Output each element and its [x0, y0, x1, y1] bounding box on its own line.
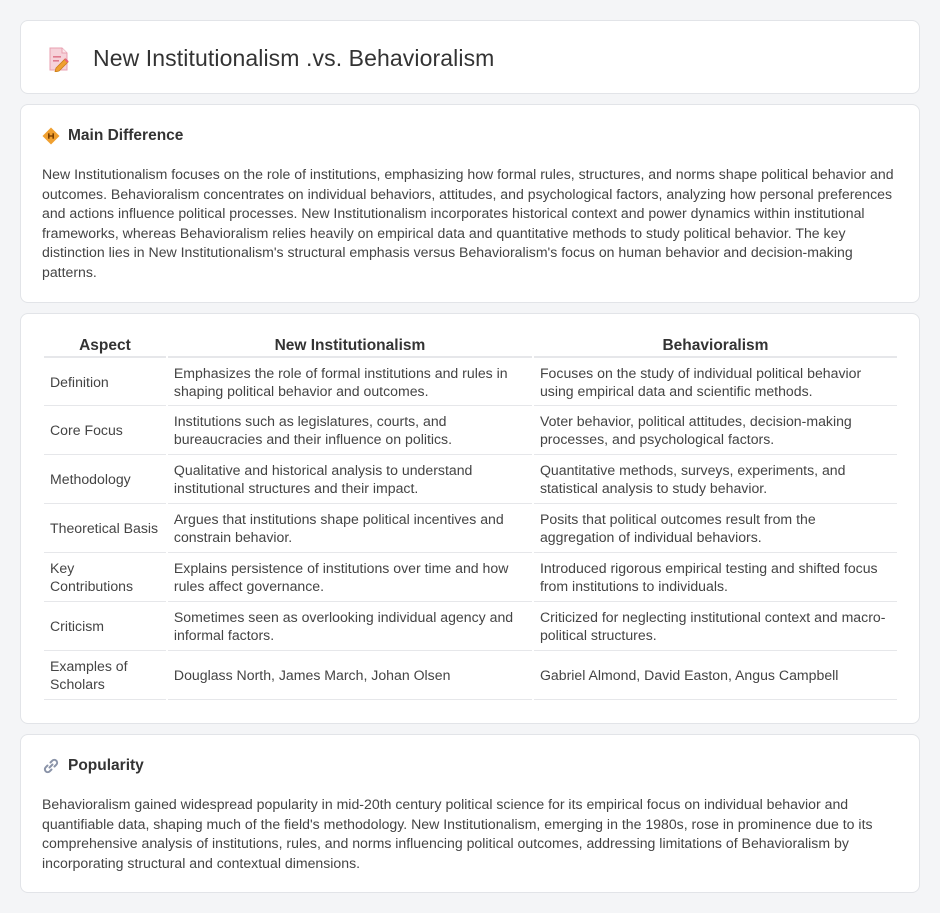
popularity-header — [42, 757, 144, 775]
table-row — [44, 406, 897, 455]
row-behavioralism: Quantitative methods, surveys, experiments, and statistical analysis to study behavior. — [534, 455, 897, 504]
document-pencil-icon — [47, 46, 71, 72]
table-row — [44, 358, 897, 406]
popularity-card — [20, 734, 920, 893]
row-aspect: Criticism — [44, 602, 166, 651]
table-row — [44, 602, 897, 651]
popularity-title: Popularity — [68, 757, 144, 774]
row-new-institutionalism: Qualitative and historical analysis to understand institutional structures and their impact. — [168, 455, 532, 504]
row-aspect: Definition — [44, 358, 166, 406]
title-row — [47, 45, 494, 72]
row-behavioralism: Posits that political outcomes result from the aggregation of individual behaviors. — [534, 504, 897, 553]
header-aspect: Aspect — [44, 336, 166, 358]
row-aspect: Key Contributions — [44, 553, 166, 602]
table-row — [44, 504, 897, 553]
header-card — [20, 20, 920, 94]
comparison-table — [42, 336, 899, 700]
row-behavioralism: Introduced rigorous empirical testing and shifted focus from institutions to individuals. — [534, 553, 897, 602]
row-new-institutionalism: Argues that institutions shape political incentives and constrain behavior. — [168, 504, 532, 553]
page-title: New Institutionalism .vs. Behavioralism — [93, 45, 495, 71]
row-behavioralism: Criticized for neglecting institutional context and macro-political structures. — [534, 602, 897, 651]
comparison-card — [20, 313, 920, 724]
header-behavioralism: Behavioralism — [534, 336, 897, 358]
table-row — [44, 455, 897, 504]
diamond-diff-icon — [42, 127, 60, 145]
main-difference-card — [20, 104, 920, 303]
row-new-institutionalism: Explains persistence of institutions over time and how rules affect governance. — [168, 553, 532, 602]
row-new-institutionalism: Institutions such as legislatures, courts, and bureaucracies and their influence on politics. — [168, 406, 532, 455]
main-difference-header — [42, 127, 183, 145]
row-aspect: Examples of Scholars — [44, 651, 166, 700]
row-behavioralism: Voter behavior, political attitudes, decision-making processes, and psychological factors. — [534, 406, 897, 455]
main-difference-title: Main Difference — [68, 127, 184, 144]
row-aspect: Core Focus — [44, 406, 166, 455]
row-aspect: Theoretical Basis — [44, 504, 166, 553]
popularity-text: Behavioralism gained widespread popularity in mid-20th century political science for its empirical focus on individual behavior and quantifiable data, shaping much of the field's methodology. New Institutionalism, emerging in the 1980s, rose in prominence due to its comprehensive analysis of institutions, rules, and norms influencing political outcomes, addressing limitations of Behavioralism by incorporating structural and contextual dimensions. — [42, 796, 873, 871]
row-aspect: Methodology — [44, 455, 166, 504]
row-new-institutionalism: Emphasizes the role of formal institutions and rules in shaping political behavior and outcomes. — [168, 358, 532, 406]
row-behavioralism: Focuses on the study of individual political behavior using empirical data and scientific methods. — [534, 358, 897, 406]
table-row — [44, 651, 897, 700]
row-new-institutionalism: Sometimes seen as overlooking individual agency and informal factors. — [168, 602, 532, 651]
header-new-institutionalism: New Institutionalism — [168, 336, 532, 358]
table-row — [44, 553, 897, 602]
main-difference-text: New Institutionalism focuses on the role of institutions, emphasizing how formal rules, structures, and norms shape political behavior and outcomes. Behavioralism concentrates on individual behaviors, attitudes, and psychological factors, analyzing how personal preferences and actions influence political processes. New Institutionalism incorporates historical context and power dynamics within institutional frameworks, whereas Behavioralism relies heavily on empirical data and quantitative methods to study political behavior. The key distinction lies in New Institutionalism's structural emphasis versus Behavioralism's focus on human behavior and decision-making patterns. — [42, 166, 894, 280]
link-icon — [42, 757, 60, 775]
row-new-institutionalism: Douglass North, James March, Johan Olsen — [168, 651, 532, 700]
table-header-row — [44, 336, 897, 358]
row-behavioralism: Gabriel Almond, David Easton, Angus Campbell — [534, 651, 897, 700]
